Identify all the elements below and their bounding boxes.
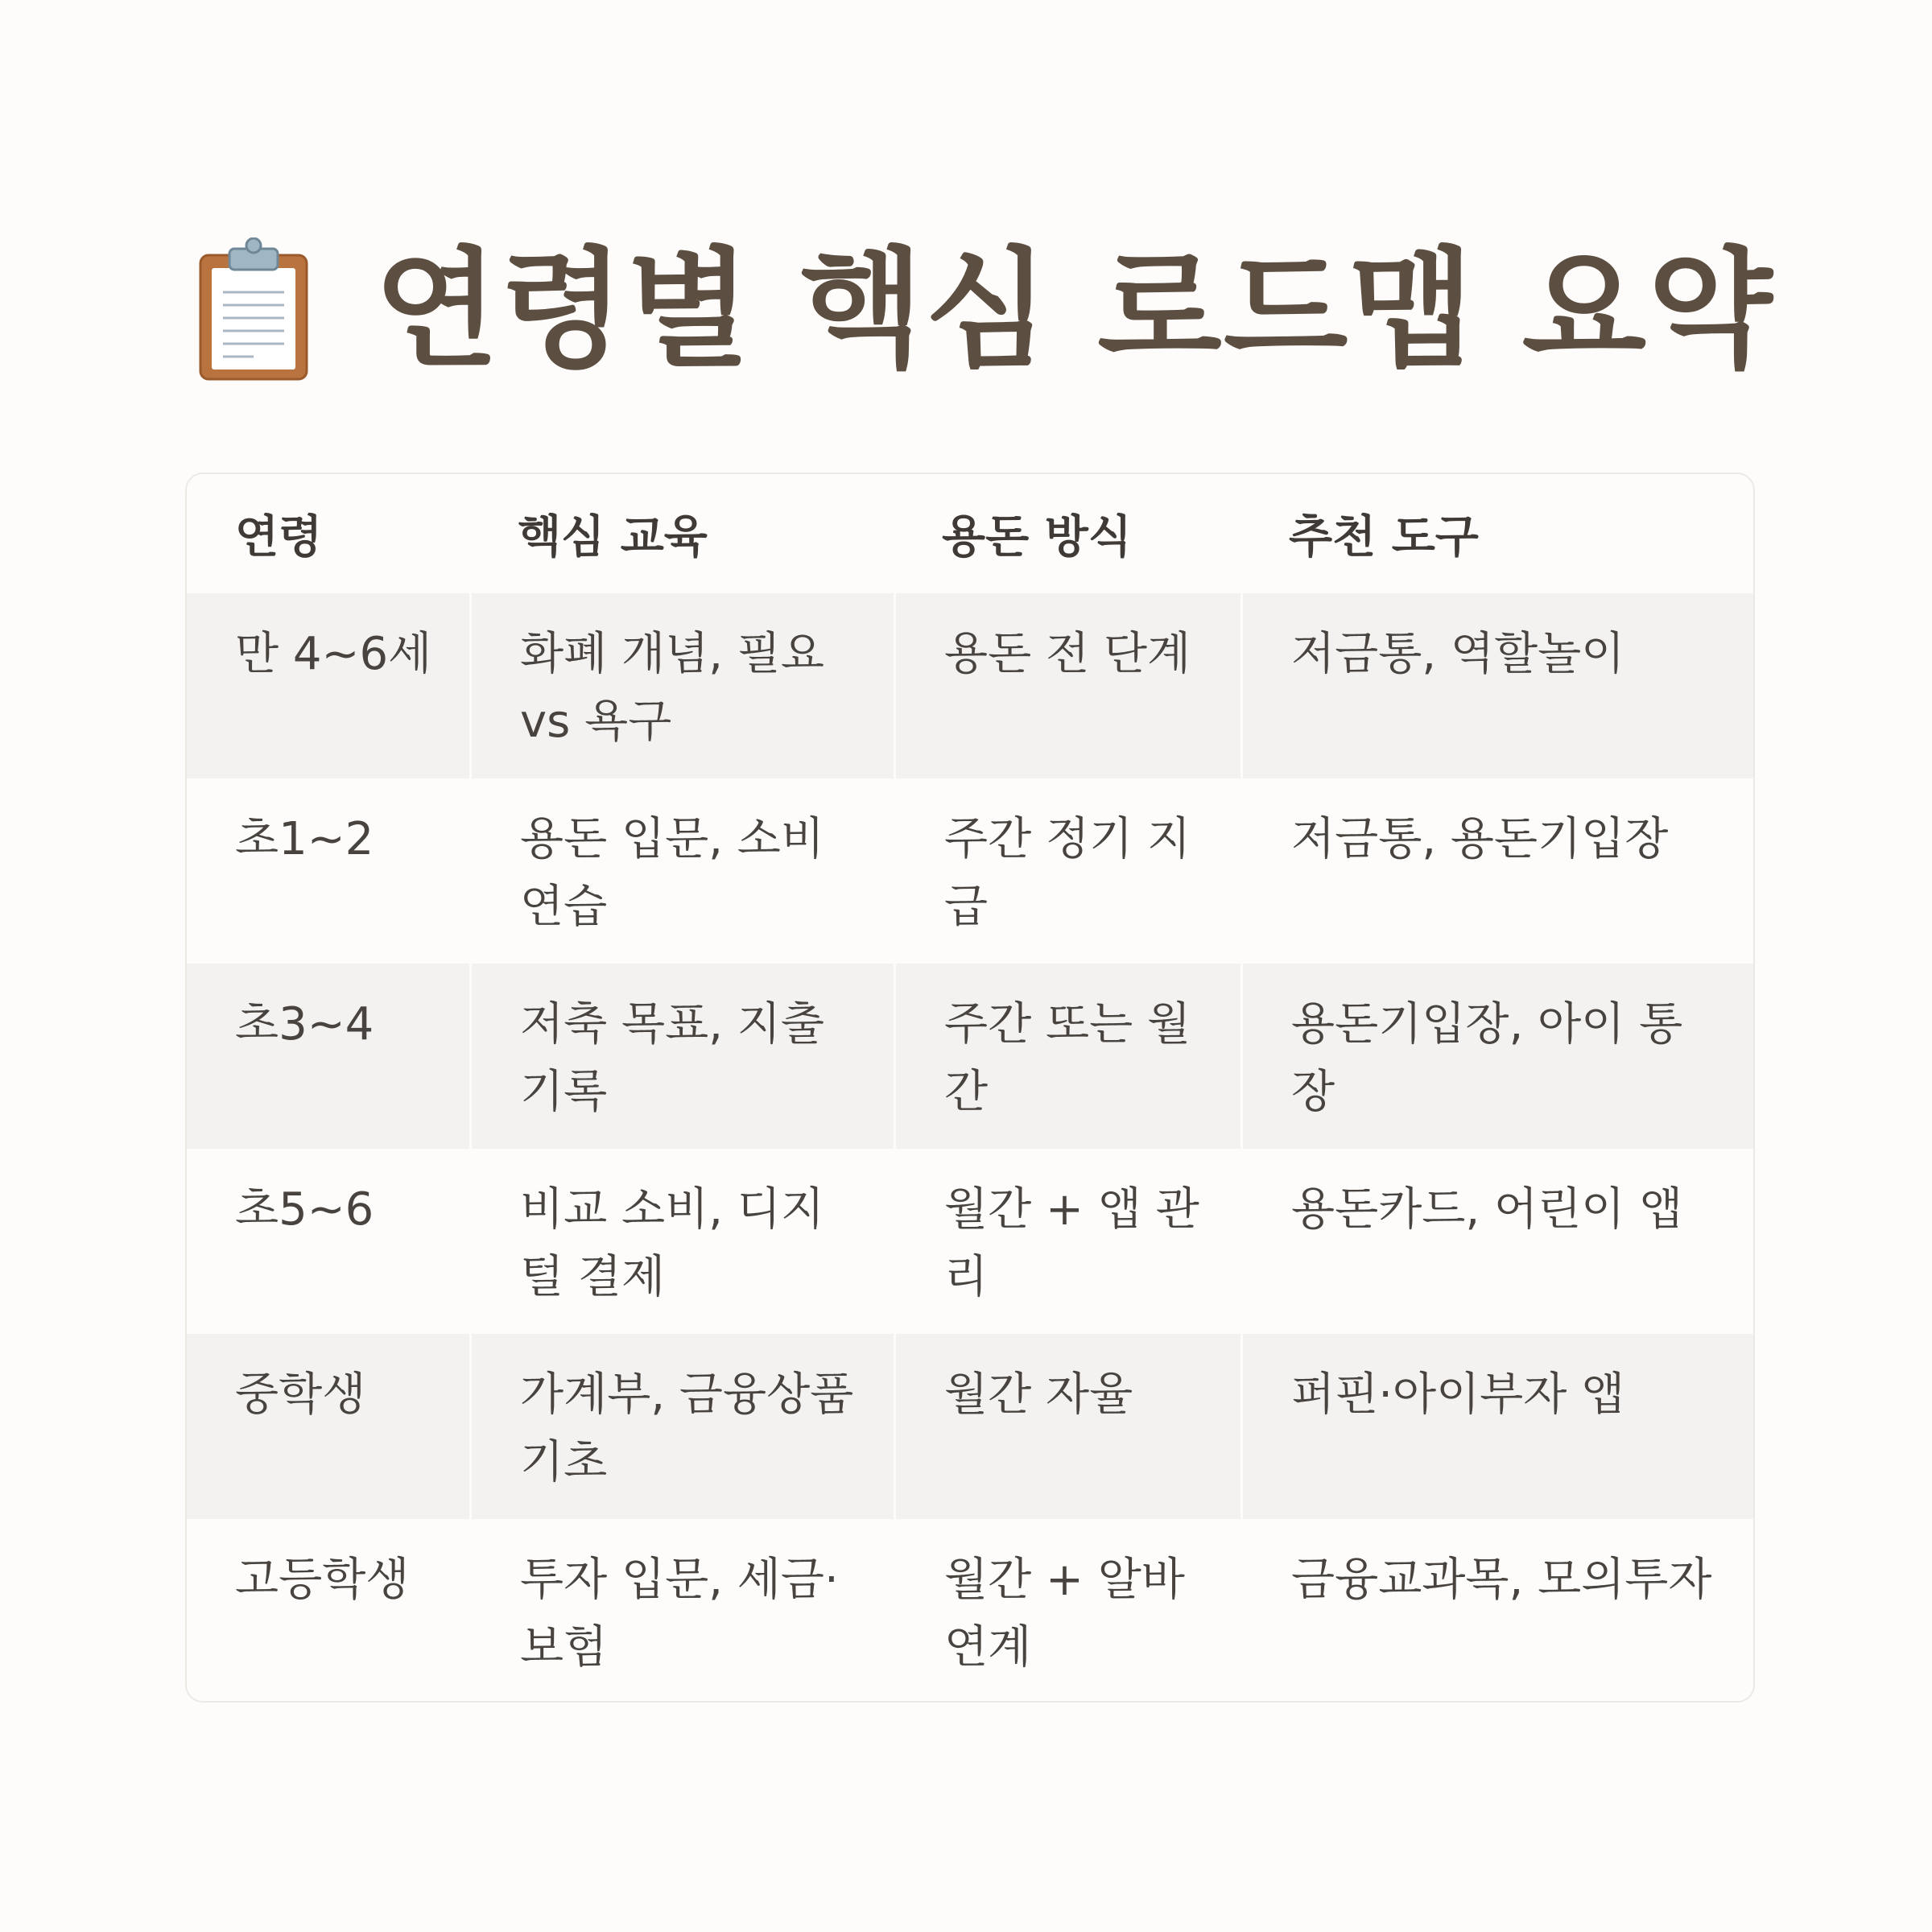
header-age: 연령: [187, 474, 469, 593]
cell-core-education: 화폐 개념, 필요 vs 욕구: [469, 593, 894, 778]
table-row: [187, 593, 1753, 778]
title-row: [197, 233, 1774, 386]
cell-age: 초5~6: [187, 1149, 469, 1334]
cell-recommended-tools: 저금통, 역할놀이: [1241, 593, 1753, 778]
table-row: [187, 1334, 1753, 1519]
cell-core-education: 저축 목표, 지출 기록: [469, 964, 894, 1149]
roadmap-table: [187, 474, 1753, 1703]
table-row: [187, 778, 1753, 964]
cell-allowance-method: 월간 자율: [894, 1334, 1241, 1519]
page-title: 연령별 핵심 로드맵 요약: [374, 234, 1774, 385]
cell-recommended-tools: 용돈카드, 어린이 앱: [1241, 1149, 1753, 1334]
cell-recommended-tools: 금융교과목, 모의투자: [1241, 1519, 1753, 1703]
cell-core-education: 용돈 입문, 소비 연습: [469, 778, 894, 964]
roadmap-table-card: [185, 473, 1755, 1703]
cell-recommended-tools: 저금통, 용돈기입장: [1241, 778, 1753, 964]
cell-allowance-method: 월간 + 알바 연계: [894, 1519, 1241, 1703]
table-header-row: [187, 474, 1753, 593]
table-row: [187, 1519, 1753, 1703]
header-allowance-method: 용돈 방식: [894, 474, 1241, 593]
cell-core-education: 비교 소비, 디지털 결제: [469, 1149, 894, 1334]
cell-allowance-method: 월간 + 앱 관리: [894, 1149, 1241, 1334]
clipboard-icon: [197, 237, 310, 382]
cell-allowance-method: 주간 정기 지급: [894, 778, 1241, 964]
table-row: [187, 1149, 1753, 1334]
cell-age: 중학생: [187, 1334, 469, 1519]
cell-age: 초3~4: [187, 964, 469, 1149]
header-core-education: 핵심 교육: [469, 474, 894, 593]
cell-age: 초1~2: [187, 778, 469, 964]
cell-age: 만 4~6세: [187, 593, 469, 778]
header-recommended-tools: 추천 도구: [1241, 474, 1753, 593]
cell-recommended-tools: 퍼핀·아이부자 앱: [1241, 1334, 1753, 1519]
cell-age: 고등학생: [187, 1519, 469, 1703]
cell-core-education: 투자 입문, 세금·보험: [469, 1519, 894, 1703]
cell-allowance-method: 용돈 전 단계: [894, 593, 1241, 778]
cell-recommended-tools: 용돈기입장, 아이 통장: [1241, 964, 1753, 1149]
cell-allowance-method: 주간 또는 월간: [894, 964, 1241, 1149]
cell-core-education: 가계부, 금융상품 기초: [469, 1334, 894, 1519]
table-row: [187, 964, 1753, 1149]
